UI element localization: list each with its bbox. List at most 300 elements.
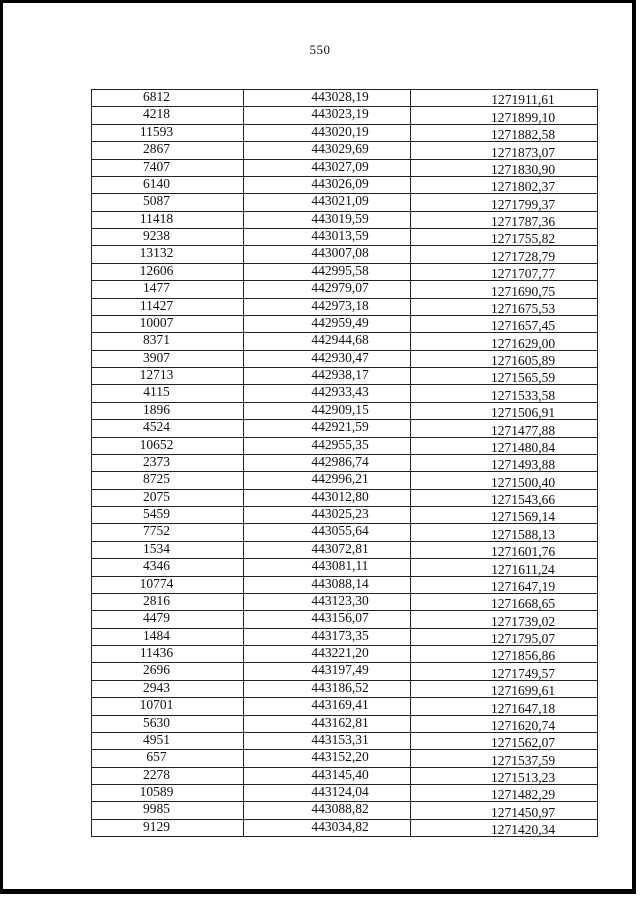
cell-value: 1271830,90 <box>490 161 556 177</box>
cell-value: 1271500,40 <box>490 474 556 490</box>
cell-value: 11436 <box>139 645 174 660</box>
table-row <box>92 315 598 332</box>
cell-value: 1271601,76 <box>490 544 556 560</box>
cell-value: 2867 <box>143 141 170 157</box>
point-id-cell <box>92 628 244 645</box>
x-coordinate-cell <box>244 159 411 176</box>
cell-value: 5087 <box>143 193 170 209</box>
cell-value: 11593 <box>139 123 174 139</box>
table-row <box>92 368 598 385</box>
cell-value: 442959,49 <box>311 314 369 330</box>
cell-value: 442944,68 <box>311 332 369 348</box>
table-row <box>92 420 598 437</box>
cell-value: 442909,15 <box>311 401 369 417</box>
cell-value: 1271588,13 <box>490 526 556 542</box>
cell-value: 13132 <box>139 245 174 261</box>
point-id-cell <box>92 194 244 211</box>
y-coordinate-cell <box>411 211 598 228</box>
x-coordinate-cell <box>244 350 411 367</box>
table-row <box>92 124 598 141</box>
point-id-cell <box>92 802 244 819</box>
y-coordinate-cell <box>411 507 598 524</box>
y-coordinate-cell <box>411 142 598 159</box>
table-row <box>92 750 598 767</box>
cell-value: 4479 <box>143 610 170 626</box>
x-coordinate-cell <box>244 785 411 802</box>
x-coordinate-cell <box>244 420 411 437</box>
table-row <box>92 541 598 558</box>
point-id-cell <box>92 576 244 593</box>
cell-value: 443055,64 <box>311 523 369 539</box>
point-id-cell <box>92 211 244 228</box>
x-coordinate-cell <box>244 663 411 680</box>
cell-value: 1271493,88 <box>490 457 556 473</box>
cell-value: 4524 <box>143 419 170 435</box>
cell-value: 1271675,53 <box>490 300 556 316</box>
table-row <box>92 107 598 124</box>
y-coordinate-cell <box>411 454 598 471</box>
y-coordinate-cell <box>411 176 598 193</box>
cell-value: 442938,17 <box>311 367 369 382</box>
y-coordinate-cell <box>411 333 598 350</box>
x-coordinate-cell <box>244 767 411 784</box>
x-coordinate-cell <box>244 646 411 663</box>
cell-value: 443023,19 <box>311 106 369 122</box>
table-row <box>92 385 598 402</box>
x-coordinate-cell <box>244 211 411 228</box>
y-coordinate-cell <box>411 680 598 697</box>
cell-value: 2278 <box>143 766 170 782</box>
point-id-cell <box>92 698 244 715</box>
cell-value: 1271565,59 <box>490 370 556 386</box>
point-id-cell <box>92 368 244 385</box>
cell-value: 442995,58 <box>311 262 369 278</box>
x-coordinate-cell <box>244 194 411 211</box>
y-coordinate-cell <box>411 646 598 663</box>
table-row <box>92 715 598 732</box>
y-coordinate-cell <box>411 229 598 246</box>
cell-value: 1896 <box>143 401 170 417</box>
cell-value: 9238 <box>143 228 170 243</box>
cell-value: 443123,30 <box>311 592 369 608</box>
cell-value: 2816 <box>143 592 170 608</box>
cell-value: 6140 <box>143 175 170 191</box>
table-row <box>92 507 598 524</box>
point-id-cell <box>92 785 244 802</box>
y-coordinate-cell <box>411 593 598 610</box>
y-coordinate-cell <box>411 715 598 732</box>
x-coordinate-cell <box>244 628 411 645</box>
x-coordinate-cell <box>244 385 411 402</box>
point-id-cell <box>92 263 244 280</box>
cell-value: 1271647,19 <box>490 578 556 594</box>
cell-value: 1271749,57 <box>490 665 556 681</box>
x-coordinate-cell <box>244 611 411 628</box>
cell-value: 1271802,37 <box>490 179 556 195</box>
table-row <box>92 229 598 246</box>
cell-value: 442933,43 <box>311 384 369 400</box>
cell-value: 1271480,84 <box>490 439 556 455</box>
cell-value: 11427 <box>139 297 174 313</box>
cell-value: 1271755,82 <box>490 231 556 247</box>
point-id-cell <box>92 437 244 454</box>
table-row <box>92 680 598 697</box>
cell-value: 2943 <box>143 679 170 695</box>
cell-value: 443088,14 <box>311 575 369 591</box>
y-coordinate-cell <box>411 559 598 576</box>
page-number: 550 <box>309 42 331 57</box>
point-id-cell <box>92 176 244 193</box>
x-coordinate-cell <box>244 263 411 280</box>
point-id-cell <box>92 159 244 176</box>
table-row <box>92 211 598 228</box>
y-coordinate-cell <box>411 368 598 385</box>
y-coordinate-cell <box>411 246 598 263</box>
x-coordinate-cell <box>244 298 411 315</box>
table-row <box>92 90 598 107</box>
table-row <box>92 454 598 471</box>
y-coordinate-cell <box>411 785 598 802</box>
cell-value: 9129 <box>143 818 170 834</box>
table-row <box>92 524 598 541</box>
cell-value: 1271690,75 <box>490 283 556 299</box>
table-row <box>92 663 598 680</box>
y-coordinate-cell <box>411 281 598 298</box>
cell-value: 1271707,77 <box>490 266 556 282</box>
cell-value: 10589 <box>139 784 174 799</box>
y-coordinate-cell <box>411 194 598 211</box>
cell-value: 442930,47 <box>311 349 369 365</box>
cell-value: 1271605,89 <box>490 353 556 368</box>
x-coordinate-cell <box>244 489 411 506</box>
cell-value: 6812 <box>143 89 170 104</box>
table-row <box>92 489 598 506</box>
cell-value: 1271537,59 <box>490 752 556 768</box>
point-id-cell <box>92 454 244 471</box>
cell-value: 443152,20 <box>311 749 369 765</box>
table-row <box>92 698 598 715</box>
cell-value: 1271450,97 <box>490 804 556 820</box>
cell-value: 443088,82 <box>311 801 369 817</box>
cell-value: 1271795,07 <box>490 631 556 646</box>
cell-value: 2075 <box>143 488 170 504</box>
table-row <box>92 194 598 211</box>
y-coordinate-cell <box>411 385 598 402</box>
x-coordinate-cell <box>244 715 411 732</box>
x-coordinate-cell <box>244 524 411 541</box>
cell-value: 2373 <box>143 453 170 469</box>
y-coordinate-cell <box>411 489 598 506</box>
x-coordinate-cell <box>244 333 411 350</box>
table-row <box>92 298 598 315</box>
cell-value: 9985 <box>143 801 170 817</box>
table-row <box>92 472 598 489</box>
cell-value: 10652 <box>139 436 174 452</box>
x-coordinate-cell <box>244 402 411 419</box>
table-row <box>92 350 598 367</box>
x-coordinate-cell <box>244 680 411 697</box>
cell-value: 1271799,37 <box>490 196 556 212</box>
cell-value: 443169,41 <box>311 697 369 713</box>
y-coordinate-cell <box>411 663 598 680</box>
x-coordinate-cell <box>244 281 411 298</box>
point-id-cell <box>92 559 244 576</box>
y-coordinate-cell <box>411 732 598 749</box>
cell-value: 1271911,61 <box>491 92 555 108</box>
x-coordinate-cell <box>244 750 411 767</box>
point-id-cell <box>92 124 244 141</box>
table-row <box>92 437 598 454</box>
cell-value: 442996,21 <box>311 471 369 487</box>
point-id-cell <box>92 507 244 524</box>
x-coordinate-cell <box>244 507 411 524</box>
table-body <box>92 90 598 837</box>
cell-value: 1534 <box>143 540 170 556</box>
cell-value: 1271657,45 <box>490 318 556 334</box>
table-row <box>92 142 598 159</box>
cell-value: 1271513,23 <box>490 770 556 785</box>
cell-value: 442921,59 <box>311 419 369 435</box>
cell-value: 443007,08 <box>311 245 369 261</box>
y-coordinate-cell <box>411 90 598 107</box>
coordinates-table <box>91 89 598 837</box>
point-id-cell <box>92 472 244 489</box>
y-coordinate-cell <box>411 263 598 280</box>
x-coordinate-cell <box>244 437 411 454</box>
cell-value: 443028,19 <box>311 89 369 104</box>
point-id-cell <box>92 246 244 263</box>
point-id-cell <box>92 298 244 315</box>
table-row <box>92 732 598 749</box>
point-id-cell <box>92 489 244 506</box>
cell-value: 1271728,79 <box>490 248 556 264</box>
cell-value: 443186,52 <box>311 679 369 695</box>
cell-value: 12606 <box>139 262 174 278</box>
cell-value: 7752 <box>143 523 170 539</box>
cell-value: 1271506,91 <box>490 405 556 421</box>
point-id-cell <box>92 715 244 732</box>
x-coordinate-cell <box>244 124 411 141</box>
cell-value: 1271562,07 <box>490 735 556 751</box>
y-coordinate-cell <box>411 402 598 419</box>
y-coordinate-cell <box>411 124 598 141</box>
point-id-cell <box>92 350 244 367</box>
x-coordinate-cell <box>244 90 411 107</box>
cell-value: 443013,59 <box>311 228 369 243</box>
x-coordinate-cell <box>244 732 411 749</box>
y-coordinate-cell <box>411 541 598 558</box>
cell-value: 443034,82 <box>311 818 369 834</box>
point-id-cell <box>92 541 244 558</box>
y-coordinate-cell <box>411 802 598 819</box>
cell-value: 443173,35 <box>311 627 369 643</box>
cell-value: 443124,04 <box>311 784 369 799</box>
cell-value: 1271482,29 <box>490 787 556 803</box>
cell-value: 4218 <box>143 106 170 122</box>
table-row <box>92 611 598 628</box>
cell-value: 1271543,66 <box>490 492 556 507</box>
y-coordinate-cell <box>411 611 598 628</box>
cell-value: 443020,19 <box>311 123 369 139</box>
x-coordinate-cell <box>244 698 411 715</box>
y-coordinate-cell <box>411 524 598 541</box>
cell-value: 12713 <box>139 367 174 382</box>
cell-value: 1271873,07 <box>490 144 556 160</box>
point-id-cell <box>92 732 244 749</box>
cell-value: 11418 <box>139 210 174 226</box>
cell-value: 442973,18 <box>311 297 369 313</box>
x-coordinate-cell <box>244 368 411 385</box>
y-coordinate-cell <box>411 628 598 645</box>
table-row <box>92 281 598 298</box>
cell-value: 443027,09 <box>311 158 369 174</box>
x-coordinate-cell <box>244 541 411 558</box>
table-row <box>92 263 598 280</box>
point-id-cell <box>92 142 244 159</box>
cell-value: 1271629,00 <box>490 335 556 351</box>
x-coordinate-cell <box>244 142 411 159</box>
cell-value: 1484 <box>143 627 170 643</box>
y-coordinate-cell <box>411 107 598 124</box>
cell-value: 5459 <box>143 506 170 521</box>
table-row <box>92 646 598 663</box>
table-row <box>92 576 598 593</box>
point-id-cell <box>92 333 244 350</box>
point-id-cell <box>92 402 244 419</box>
cell-value: 1271856,86 <box>490 648 556 664</box>
cell-value: 5630 <box>143 714 170 730</box>
point-id-cell <box>92 593 244 610</box>
y-coordinate-cell <box>411 767 598 784</box>
x-coordinate-cell <box>244 802 411 819</box>
y-coordinate-cell <box>411 437 598 454</box>
cell-value: 442986,74 <box>311 453 369 469</box>
y-coordinate-cell <box>411 576 598 593</box>
cell-value: 443221,20 <box>311 645 369 660</box>
x-coordinate-cell <box>244 229 411 246</box>
cell-value: 1271668,65 <box>490 596 556 612</box>
cell-value: 10007 <box>139 314 174 330</box>
y-coordinate-cell <box>411 298 598 315</box>
cell-value: 8371 <box>143 332 170 348</box>
cell-value: 443029,69 <box>311 141 369 157</box>
cell-value: 443025,23 <box>311 506 369 521</box>
x-coordinate-cell <box>244 246 411 263</box>
cell-value: 4346 <box>143 558 170 574</box>
cell-value: 4951 <box>143 731 170 747</box>
cell-value: 1271569,14 <box>490 509 556 525</box>
cell-value: 443162,81 <box>311 714 369 730</box>
table-row <box>92 785 598 802</box>
cell-value: 1271420,34 <box>490 822 556 838</box>
y-coordinate-cell <box>411 315 598 332</box>
cell-value: 1271533,58 <box>490 387 556 403</box>
cell-value: 2696 <box>143 662 170 678</box>
point-id-cell <box>92 767 244 784</box>
cell-value: 443021,09 <box>311 193 369 209</box>
cell-value: 8725 <box>143 471 170 487</box>
cell-value: 1271739,02 <box>490 613 556 629</box>
point-id-cell <box>92 420 244 437</box>
x-coordinate-cell <box>244 593 411 610</box>
cell-value: 443072,81 <box>311 540 369 556</box>
y-coordinate-cell <box>411 420 598 437</box>
cell-value: 4115 <box>143 384 170 400</box>
table-row <box>92 246 598 263</box>
cell-value: 443012,80 <box>311 488 369 504</box>
cell-value: 1271882,58 <box>490 127 556 143</box>
table-row <box>92 176 598 193</box>
point-id-cell <box>92 663 244 680</box>
cell-value: 1271477,88 <box>490 422 556 438</box>
point-id-cell <box>92 819 244 836</box>
y-coordinate-cell <box>411 472 598 489</box>
cell-value: 7407 <box>143 158 170 174</box>
cell-value: 442955,35 <box>311 436 369 452</box>
table-row <box>92 819 598 836</box>
cell-value: 443026,09 <box>311 175 369 191</box>
cell-value: 443145,40 <box>311 766 369 782</box>
cell-value: 657 <box>146 749 167 765</box>
table-row <box>92 802 598 819</box>
y-coordinate-cell <box>411 698 598 715</box>
cell-value: 443081,11 <box>311 558 369 574</box>
y-coordinate-cell <box>411 819 598 836</box>
point-id-cell <box>92 107 244 124</box>
cell-value: 443197,49 <box>311 662 369 678</box>
y-coordinate-cell <box>411 350 598 367</box>
table-row <box>92 767 598 784</box>
table-row <box>92 402 598 419</box>
cell-value: 1271647,18 <box>490 700 556 716</box>
table-row <box>92 628 598 645</box>
x-coordinate-cell <box>244 472 411 489</box>
y-coordinate-cell <box>411 159 598 176</box>
x-coordinate-cell <box>244 107 411 124</box>
cell-value: 1271699,61 <box>490 683 556 699</box>
point-id-cell <box>92 750 244 767</box>
y-coordinate-cell <box>411 750 598 767</box>
point-id-cell <box>92 315 244 332</box>
point-id-cell <box>92 646 244 663</box>
cell-value: 3907 <box>143 349 170 365</box>
cell-value: 443153,31 <box>311 731 369 747</box>
point-id-cell <box>92 281 244 298</box>
cell-value: 1271620,74 <box>490 717 556 733</box>
table-row <box>92 559 598 576</box>
x-coordinate-cell <box>244 315 411 332</box>
point-id-cell <box>92 90 244 107</box>
point-id-cell <box>92 524 244 541</box>
point-id-cell <box>92 229 244 246</box>
x-coordinate-cell <box>244 576 411 593</box>
cell-value: 1271787,36 <box>490 214 556 229</box>
cell-value: 1271611,24 <box>491 561 555 577</box>
table-row <box>92 159 598 176</box>
point-id-cell <box>92 385 244 402</box>
point-id-cell <box>92 611 244 628</box>
table-row <box>92 333 598 350</box>
point-id-cell <box>92 680 244 697</box>
cell-value: 443156,07 <box>311 610 369 626</box>
table-row <box>92 593 598 610</box>
cell-value: 10774 <box>139 575 174 591</box>
cell-value: 1477 <box>143 280 170 296</box>
cell-value: 1271899,10 <box>490 109 556 125</box>
cell-value: 10701 <box>139 697 174 713</box>
cell-value: 442979,07 <box>311 280 369 296</box>
x-coordinate-cell <box>244 454 411 471</box>
